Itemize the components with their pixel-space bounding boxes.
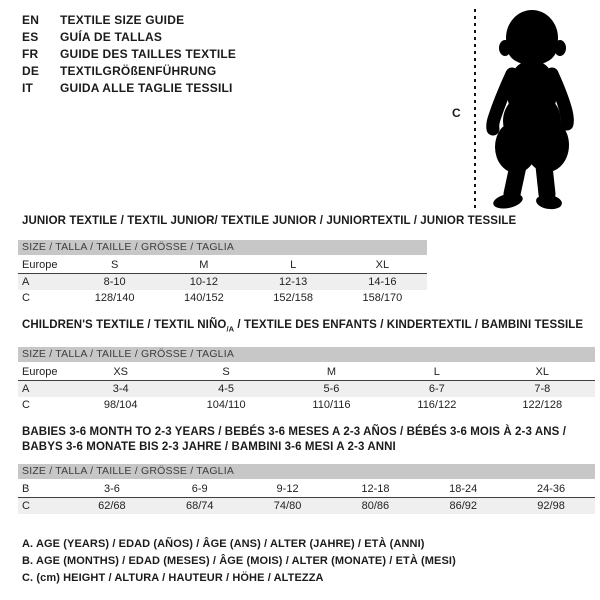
junior-table-title: JUNIOR TEXTILE / TEXTIL JUNIOR/ TEXTILE JUNIOR / JUNIORTEXTIL / JUNIOR TESSILE <box>22 215 517 227</box>
age-cell: 12-18 <box>331 481 419 498</box>
height-cell: 98/104 <box>103 399 138 412</box>
junior-size-table <box>18 257 427 306</box>
height-cell: 140/152 <box>183 292 224 304</box>
size-header-bar: SIZE / TALLA / TAILLE / GRÖSSE / TAGLIA <box>18 347 595 362</box>
age-cell: 10-12 <box>159 274 248 291</box>
table-row-europe <box>18 257 427 274</box>
table-row-months <box>18 481 595 498</box>
age-cell: 14-16 <box>338 274 427 291</box>
baby-silhouette-icon <box>482 8 578 212</box>
size-cell: XL <box>338 257 427 274</box>
row-label: A <box>18 274 70 291</box>
children-table-title <box>22 319 595 335</box>
height-measure-figure <box>450 6 580 214</box>
age-cell: 6-9 <box>156 481 244 498</box>
row-label: A <box>18 381 68 398</box>
height-label-c: C <box>452 106 461 120</box>
guide-title: TEXTILE SIZE GUIDE <box>60 13 185 27</box>
height-cell: 74/80 <box>244 498 332 515</box>
row-label: C <box>22 292 30 304</box>
title-text: CHILDREN'S TEXTILE / TEXTIL NIÑO <box>22 319 227 331</box>
babies-size-table <box>18 481 595 514</box>
legend-age-years: A. AGE (YEARS) / EDAD (AÑOS) / ÂGE (ANS) / ALTER (JAHRE) / ETÀ (ANNI) <box>22 538 425 550</box>
title-subscript: /A <box>226 324 235 334</box>
age-cell: 3-4 <box>68 381 173 398</box>
row-label: B <box>18 481 68 498</box>
title-text: / TEXTILE DES ENFANTS / KINDERTEXTIL / BAMBINI TESSILE <box>234 319 584 331</box>
height-cell: 158/170 <box>362 292 403 304</box>
age-cell: 5-6 <box>279 381 384 398</box>
age-cell: 18-24 <box>419 481 507 498</box>
children-textile-section <box>18 319 595 413</box>
guide-title: GUÍA DE TALLAS <box>60 30 163 44</box>
size-cell: XL <box>490 364 595 381</box>
table-row-age <box>18 274 427 291</box>
language-code: DE <box>22 64 40 78</box>
age-cell: 6-7 <box>384 381 489 398</box>
size-cell: S <box>70 257 159 274</box>
row-label: Europe <box>18 257 70 274</box>
height-cell: 86/92 <box>419 498 507 515</box>
guide-title: GUIDE DES TAILLES TEXTILE <box>60 47 237 61</box>
row-label: C <box>18 498 68 515</box>
table-row-height <box>18 498 595 515</box>
measurement-legend <box>22 536 456 587</box>
language-row-en <box>22 12 236 29</box>
size-cell: L <box>384 364 489 381</box>
size-cell: L <box>249 257 338 274</box>
table-row-height <box>18 290 427 306</box>
language-row-es <box>22 29 236 46</box>
height-cell: 104/110 <box>206 399 246 412</box>
size-header-bar: SIZE / TALLA / TAILLE / GRÖSSE / TAGLIA <box>18 464 595 479</box>
height-cell: 68/74 <box>156 498 244 515</box>
height-cell: 122/128 <box>522 399 563 412</box>
babies-table-title <box>22 425 595 455</box>
table-row-europe <box>18 364 595 381</box>
legend-height: C. (cm) HEIGHT / ALTURA / HAUTEUR / HÖHE / ALTEZZA <box>22 572 324 584</box>
table-row-age <box>18 381 595 398</box>
height-dotted-line <box>474 9 476 209</box>
age-cell: 8-10 <box>70 274 159 291</box>
language-code: IT <box>22 81 34 95</box>
row-label: C <box>22 399 30 412</box>
language-row-it <box>22 80 236 97</box>
height-cell: 152/158 <box>273 292 313 304</box>
height-cell: 116/122 <box>417 399 457 412</box>
guide-title: GUIDA ALLE TAGLIE TESSILI <box>60 81 233 95</box>
size-header-bar: SIZE / TALLA / TAILLE / GRÖSSE / TAGLIA <box>18 240 427 255</box>
height-cell: 62/68 <box>68 498 156 515</box>
babies-textile-section <box>18 425 595 514</box>
language-code: FR <box>22 47 39 61</box>
height-cell: 80/86 <box>331 498 419 515</box>
language-code: EN <box>22 13 40 27</box>
age-cell: 24-36 <box>507 481 595 498</box>
legend-age-months: B. AGE (MONTHS) / EDAD (MESES) / ÂGE (MOIS) / ALTER (MONATE) / ETÀ (MESI) <box>22 555 456 567</box>
size-cell: XS <box>68 364 173 381</box>
age-cell: 3-6 <box>68 481 156 498</box>
height-cell: 92/98 <box>507 498 595 515</box>
height-cell: 110/116 <box>312 399 351 412</box>
language-row-de <box>22 63 236 80</box>
height-cell: 128/140 <box>94 292 135 304</box>
language-row-fr <box>22 46 236 63</box>
age-cell: 9-12 <box>244 481 332 498</box>
title-line-1: BABIES 3-6 MONTH TO 2-3 YEARS / BEBÉS 3-6 MESES A 2-3 AÑOS / BÉBÉS 3-6 MOIS À 2-3 ANS / <box>22 426 566 438</box>
size-cell: M <box>159 257 248 274</box>
language-code: ES <box>22 30 39 44</box>
guide-title: TEXTILGRÖßENFÜHRUNG <box>60 64 217 78</box>
row-label: Europe <box>18 364 68 381</box>
table-row-height <box>18 397 595 413</box>
children-size-table <box>18 364 595 413</box>
size-cell: S <box>173 364 278 381</box>
age-cell: 12-13 <box>249 274 338 291</box>
language-header <box>22 12 236 97</box>
age-cell: 4-5 <box>173 381 278 398</box>
age-cell: 7-8 <box>490 381 595 398</box>
size-cell: M <box>279 364 384 381</box>
title-line-2: BABYS 3-6 MONATE BIS 2-3 JAHRE / BAMBINI 3-6 MESI A 2-3 ANNI <box>22 441 396 453</box>
junior-textile-section <box>18 215 517 306</box>
